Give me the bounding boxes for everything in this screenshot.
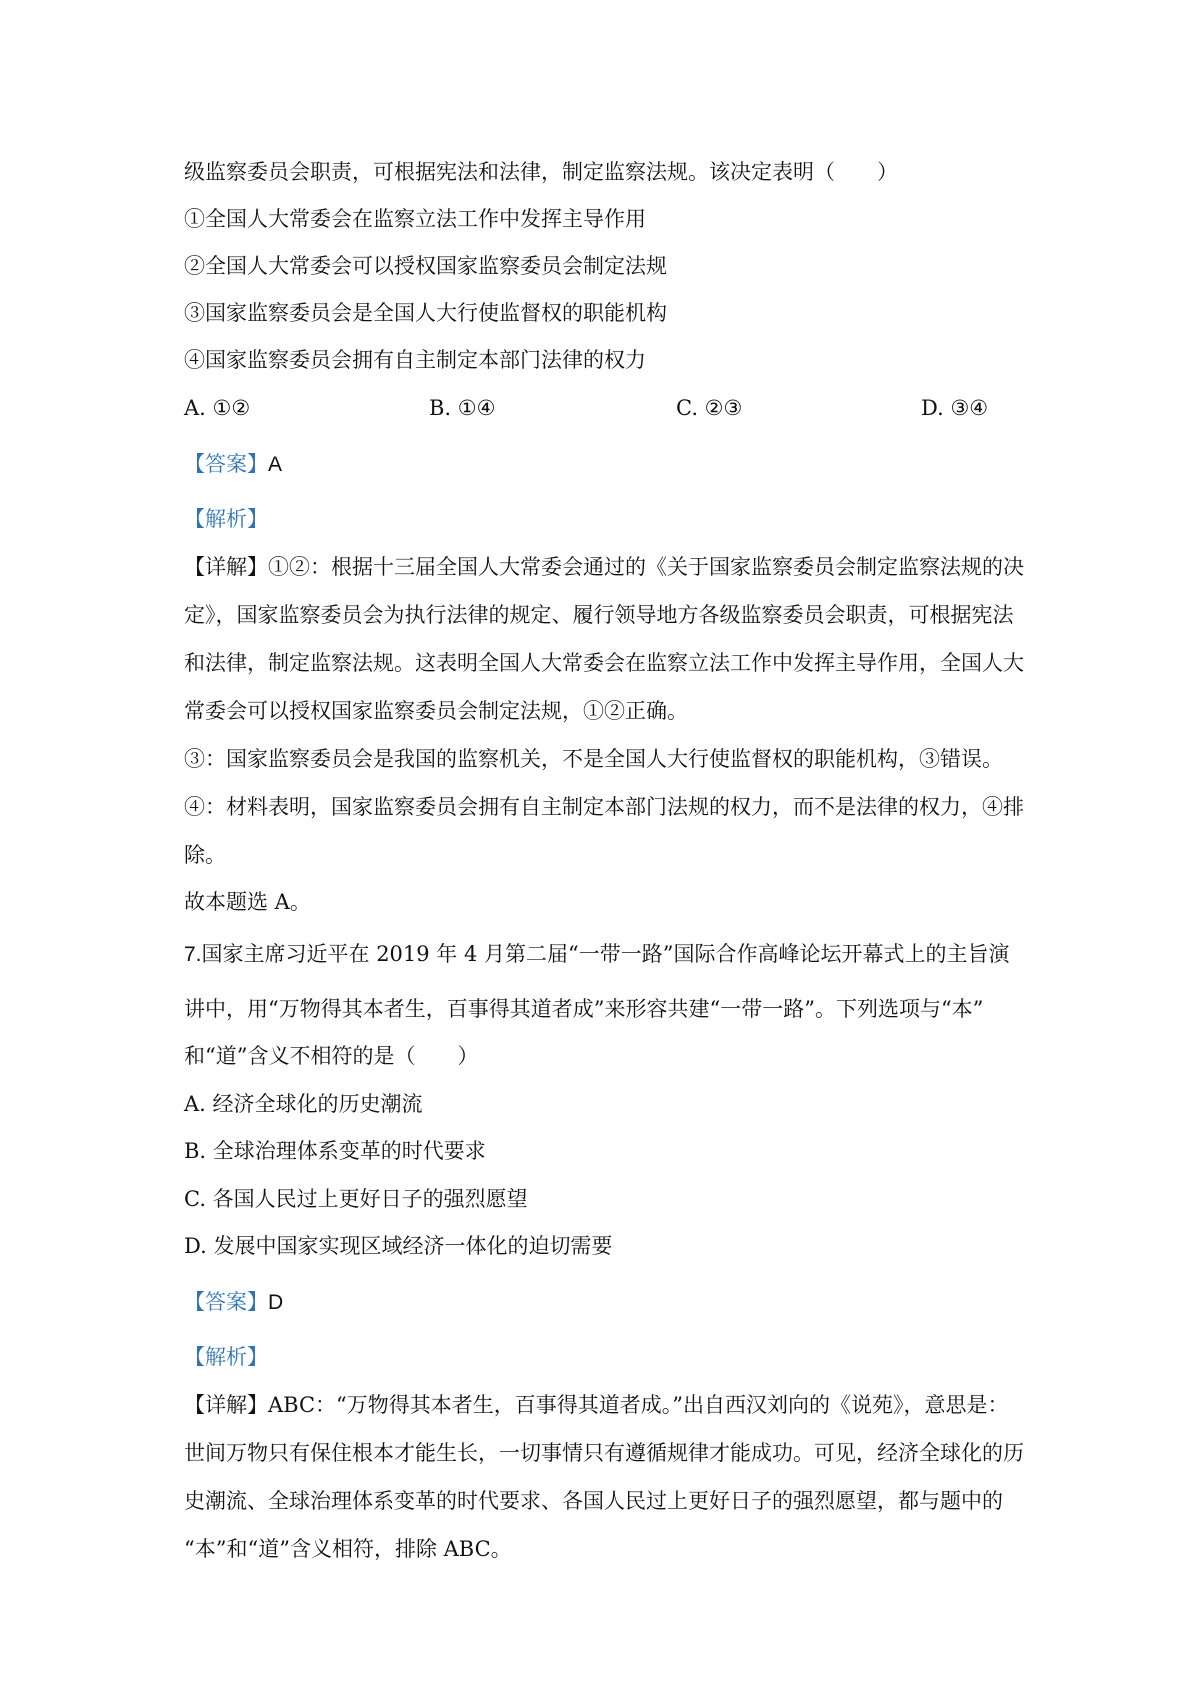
- q7-answer-line: [184, 1287, 283, 1318]
- q6-item-2: ②全国人大常委会可以授权国家监察委员会制定法规: [184, 254, 667, 278]
- q7-detail-line-2: 世间万物只有保住根本才能生长，一切事情只有遵循规律才能成功。可见，经济全球化的历: [184, 1441, 1024, 1465]
- q7-stem-line-3: 和“道”含义不相符的是（ ）: [184, 1044, 479, 1068]
- q6-item-3: ③国家监察委员会是全国人大行使监督权的职能机构: [184, 301, 667, 325]
- q7-option-c: C. 各国人民过上更好日子的强烈愿望: [184, 1187, 528, 1211]
- q6-answer-line: [184, 449, 282, 480]
- q6-answer-tag: 【答案】: [184, 452, 268, 476]
- q7-option-d: D. 发展中国家实现区域经济一体化的迫切需要: [184, 1234, 613, 1258]
- q6-answer-value: A: [268, 453, 283, 476]
- q7-stem-text-1: 国家主席习近平在 2019 年 4 月第二届“一带一路”国际合作高峰论坛开幕式上的主旨演: [201, 942, 1010, 966]
- q6-options: [184, 393, 1004, 423]
- q7-answer-tag: 【答案】: [184, 1290, 268, 1314]
- q6-detail-line-6: ④：材料表明，国家监察委员会拥有自主制定本部门法规的权力，而不是法律的权力，④排: [184, 795, 1024, 819]
- q6-item-1: ①全国人大常委会在监察立法工作中发挥主导作用: [184, 207, 646, 231]
- q6-analysis-line: [184, 504, 268, 534]
- q6-option-a: A. ①②: [184, 396, 251, 420]
- q7-detail-text-1: ABC：“万物得其本者生，百事得其道者成。”出自西汉刘向的《说苑》，意思是：: [268, 1393, 1009, 1417]
- q6-option-d: D. ③④: [921, 396, 989, 420]
- q6-item-4: ④国家监察委员会拥有自主制定本部门法律的权力: [184, 348, 646, 372]
- q7-detail-tag: 【详解】: [184, 1393, 268, 1417]
- q6-detail-line-2: 定》，国家监察委员会为执行法律的规定、履行领导地方各级监察委员会职责，可根据宪法: [184, 603, 1014, 627]
- q6-stem-tail: 级监察委员会职责，可根据宪法和法律，制定监察法规。该决定表明（ ）: [184, 160, 898, 184]
- q7-option-a: A. 经济全球化的历史潮流: [184, 1092, 423, 1116]
- q6-conclusion: 故本题选 A。: [184, 890, 311, 914]
- q7-analysis-line: [184, 1342, 268, 1372]
- q7-detail-line-4: “本”和“道”含义相符，排除 ABC。: [184, 1537, 512, 1561]
- q6-detail-tag: 【详解】: [184, 555, 268, 579]
- q6-detail-line-7: 除。: [184, 843, 226, 867]
- q7-number: 7.: [184, 943, 202, 966]
- q6-detail-line-1: [184, 552, 1024, 582]
- q7-stem-line-1: [184, 939, 1010, 970]
- q7-detail-line-3: 史潮流、全球治理体系变革的时代要求、各国人民过上更好日子的强烈愿望，都与题中的: [184, 1489, 1003, 1513]
- q6-detail-line-5: ③：国家监察委员会是我国的监察机关，不是全国人大行使监督权的职能机构，③错误。: [184, 747, 1003, 771]
- q6-option-b: B. ①④: [429, 396, 496, 420]
- q6-detail-line-4: 常委会可以授权国家监察委员会制定法规，①②正确。: [184, 699, 688, 723]
- q7-option-b: B. 全球治理体系变革的时代要求: [184, 1139, 486, 1163]
- q7-analysis-tag: 【解析】: [184, 1345, 268, 1369]
- q6-detail-line-3: 和法律，制定监察法规。这表明全国人大常委会在监察立法工作中发挥主导作用，全国人大: [184, 651, 1024, 675]
- q7-detail-line-1: [184, 1390, 1009, 1420]
- q7-stem-line-2: 讲中，用“万物得其本者生，百事得其道者成”来形容共建“一带一路”。下列选项与“本”: [184, 997, 984, 1021]
- q6-detail-text-1: ①②：根据十三届全国人大常委会通过的《关于国家监察委员会制定监察法规的决: [268, 555, 1024, 579]
- q6-option-c: C. ②③: [676, 396, 743, 420]
- q7-answer-value: D: [268, 1291, 284, 1314]
- q6-analysis-tag: 【解析】: [184, 507, 268, 531]
